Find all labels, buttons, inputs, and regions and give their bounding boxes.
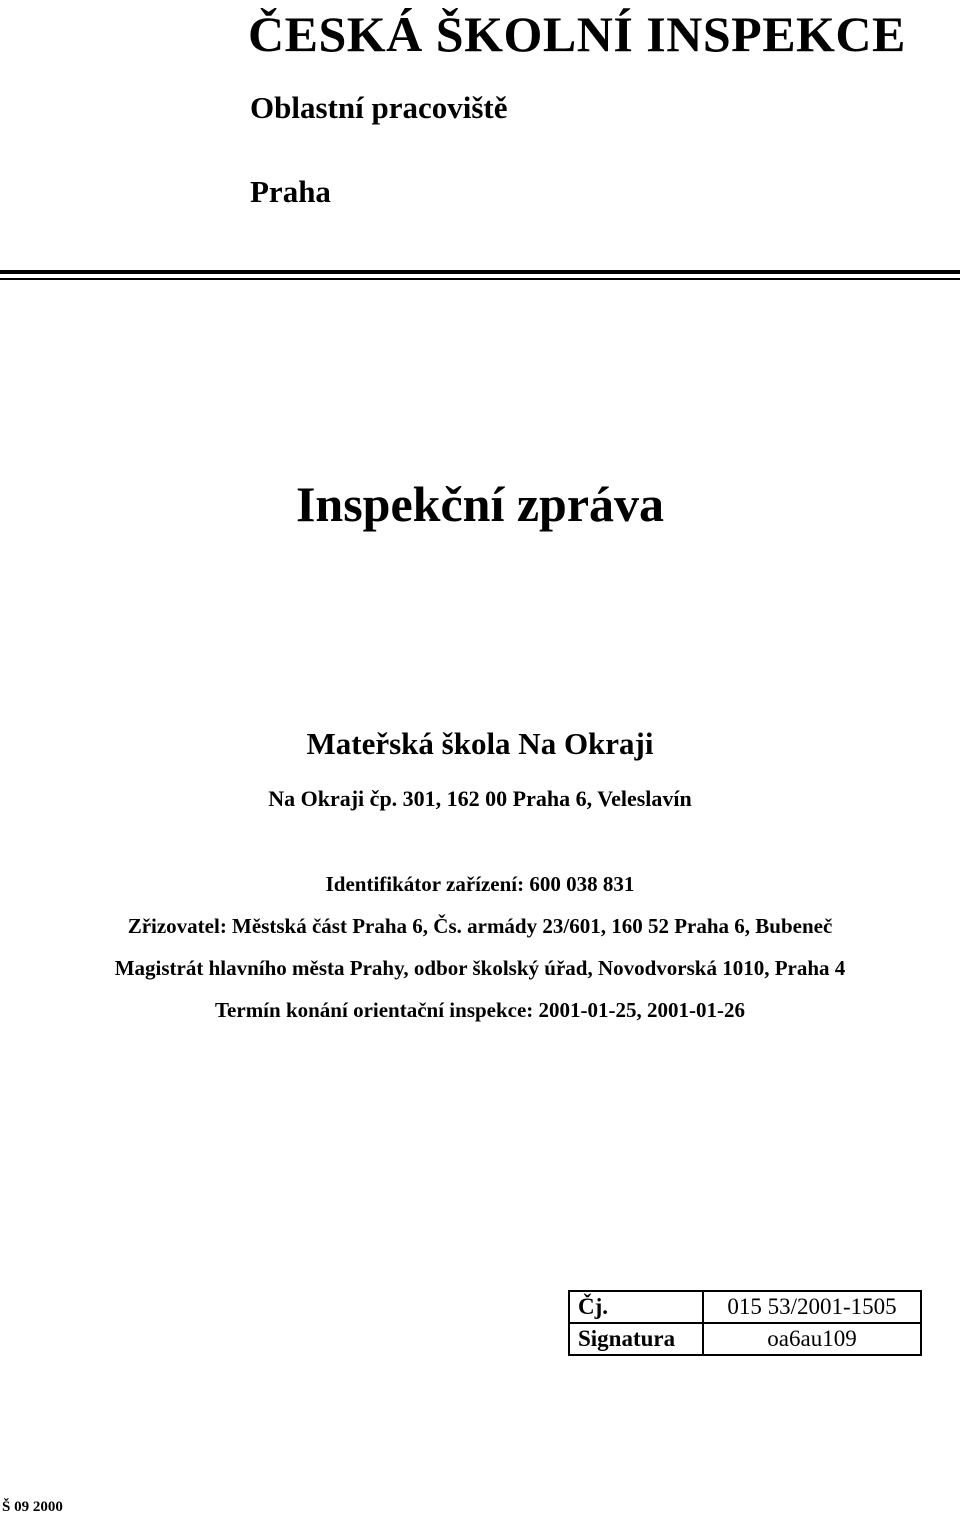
signatura-label: Signatura <box>569 1323 703 1355</box>
organization-subtitle: Oblastní pracoviště <box>250 90 508 125</box>
report-title: Inspekční zpráva <box>295 476 665 532</box>
facility-identifier: Identifikátor zařízení: 600 038 831 <box>325 872 635 896</box>
reference-row-signatura <box>569 1323 921 1355</box>
founder-line-2: Magistrát hlavního města Prahy, odbor školský úřad, Novodvorská 1010, Praha 4 <box>114 956 846 980</box>
signatura-value: oa6au109 <box>703 1323 921 1355</box>
header-divider-thick <box>0 270 960 274</box>
school-address: Na Okraji čp. 301, 162 00 Praha 6, Veleslavín <box>268 786 692 811</box>
reference-table <box>568 1290 922 1356</box>
organization-city: Praha <box>250 174 331 209</box>
founder-line-1: Zřizovatel: Městská část Praha 6, Čs. armády 23/601, 160 52 Praha 6, Bubeneč <box>127 914 833 938</box>
organization-title: ČESKÁ ŠKOLNÍ INSPEKCE <box>248 6 906 62</box>
form-code: Š 09 2000 <box>2 1499 63 1515</box>
reference-row-cj <box>569 1291 921 1323</box>
cj-label: Čj. <box>569 1291 703 1323</box>
cj-value: 015 53/2001-1505 <box>703 1291 921 1323</box>
school-name: Mateřská škola Na Okraji <box>306 726 654 761</box>
header-divider-thin <box>0 278 960 280</box>
inspection-term: Termín konání orientační inspekce: 2001-01-25, 2001-01-26 <box>214 998 746 1022</box>
